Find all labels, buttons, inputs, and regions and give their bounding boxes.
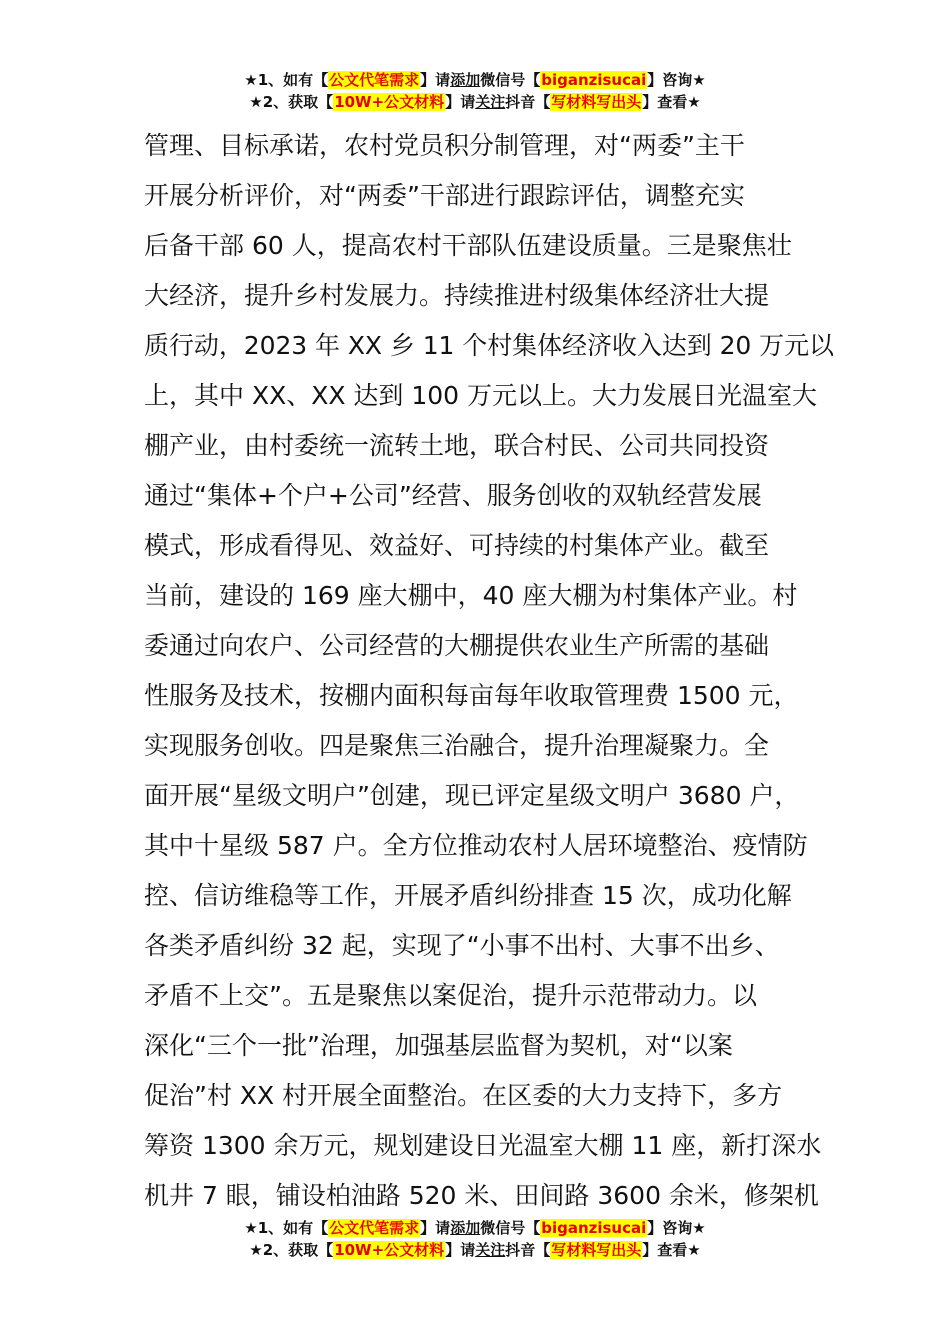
header-line-1 bbox=[0, 69, 950, 91]
header-line-1-highlight-service: 公文代笔需求 bbox=[329, 71, 420, 89]
body-line: 各类矛盾纠纷 32 起，实现了“小事不出村、大事不出乡、 bbox=[144, 931, 780, 960]
header-line-1-text: 】请 bbox=[420, 71, 451, 89]
body-line: 促治”村 XX 村开展全面整治。在区委的大力支持下，多方 bbox=[144, 1081, 783, 1110]
footer-line-2-highlight-douyin: 写材料写出头 bbox=[551, 1241, 642, 1259]
body-line: 其中十星级 587 户。全方位推动农村人居环境整治、疫情防 bbox=[144, 831, 808, 860]
header-line-2-highlight-douyin: 写材料写出头 bbox=[551, 93, 642, 111]
body-line: 深化“三个一批”治理，加强基层监督为契机，对“以案 bbox=[144, 1031, 733, 1060]
body-line: 实现服务创收。四是聚焦三治融合，提升治理凝聚力。全 bbox=[144, 731, 770, 760]
body-line: 委通过向农户、公司经营的大棚提供农业生产所需的基础 bbox=[144, 631, 770, 660]
header-banner bbox=[0, 69, 950, 113]
footer-line-1-highlight-service: 公文代笔需求 bbox=[329, 1219, 420, 1237]
body-line: 上，其中 XX、XX 达到 100 万元以上。大力发展日光温室大 bbox=[144, 381, 818, 410]
footer-line-2-highlight-materials: 10W+公文材料 bbox=[334, 1241, 445, 1259]
body-line: 大经济，提升乡村发展力。持续推进村级集体经济壮大提 bbox=[144, 281, 770, 310]
footer-line-2 bbox=[0, 1239, 950, 1261]
header-line-1-underline: 添加 bbox=[450, 71, 481, 89]
body-line: 开展分析评价，对“两委”干部进行跟踪评估，调整充实 bbox=[144, 181, 745, 210]
header-line-1-text: ★1、如有【 bbox=[244, 71, 329, 89]
footer-line-1-text: ★1、如有【 bbox=[244, 1219, 329, 1237]
document-body bbox=[144, 121, 834, 1221]
header-line-2-underline: 关注 bbox=[475, 93, 506, 111]
body-line: 管理、目标承诺，农村党员积分制管理，对“两委”主干 bbox=[144, 131, 745, 160]
footer-line-1-text: 】咨询★ bbox=[647, 1219, 706, 1237]
footer-line-1-underline: 添加 bbox=[450, 1219, 481, 1237]
footer-line-2-text: 】请 bbox=[445, 1241, 476, 1259]
body-line: 通过“集体+个户+公司”经营、服务创收的双轨经营发展 bbox=[144, 481, 762, 510]
header-line-2-text: 抖音【 bbox=[505, 93, 551, 111]
header-line-1-text: 】咨询★ bbox=[647, 71, 706, 89]
footer-line-1 bbox=[0, 1217, 950, 1239]
body-line: 矛盾不上交”。五是聚焦以案促治，提升示范带动力。以 bbox=[144, 981, 757, 1010]
body-line: 面开展“星级文明户”创建，现已评定星级文明户 3680 户， bbox=[144, 781, 800, 810]
header-line-2-text: ★2、获取【 bbox=[249, 93, 334, 111]
footer-line-2-underline: 关注 bbox=[475, 1241, 506, 1259]
body-line: 机井 7 眼，铺设柏油路 520 米、田间路 3600 余米，修架机 bbox=[144, 1181, 819, 1210]
header-line-2-text: 】请 bbox=[445, 93, 476, 111]
footer-line-2-text: 】查看★ bbox=[642, 1241, 701, 1259]
header-line-2-highlight-materials: 10W+公文材料 bbox=[334, 93, 445, 111]
footer-line-1-text: 】请 bbox=[420, 1219, 451, 1237]
body-line: 棚产业，由村委统一流转土地，联合村民、公司共同投资 bbox=[144, 431, 770, 460]
body-line: 性服务及技术，按棚内面积每亩每年收取管理费 1500 元， bbox=[144, 681, 799, 710]
footer-line-1-text: 微信号【 bbox=[480, 1219, 541, 1237]
footer-line-2-text: ★2、获取【 bbox=[249, 1241, 334, 1259]
body-line: 筹资 1300 余万元，规划建设日光温室大棚 11 座，新打深水 bbox=[144, 1131, 822, 1160]
header-line-2-text: 】查看★ bbox=[642, 93, 701, 111]
body-line: 质行动，2023 年 XX 乡 11 个村集体经济收入达到 20 万元以 bbox=[144, 331, 834, 360]
header-line-2 bbox=[0, 91, 950, 113]
body-line: 控、信访维稳等工作，开展矛盾纠纷排查 15 次，成功化解 bbox=[144, 881, 792, 910]
footer-line-1-highlight-wechat: biganzisucai bbox=[541, 1219, 647, 1237]
header-line-1-highlight-wechat: biganzisucai bbox=[541, 71, 647, 89]
footer-line-2-text: 抖音【 bbox=[505, 1241, 551, 1259]
body-line: 当前，建设的 169 座大棚中，40 座大棚为村集体产业。村 bbox=[144, 581, 798, 610]
footer-banner bbox=[0, 1217, 950, 1261]
body-line: 模式，形成看得见、效益好、可持续的村集体产业。截至 bbox=[144, 531, 770, 560]
body-line: 后备干部 60 人，提高农村干部队伍建设质量。三是聚焦壮 bbox=[144, 231, 792, 260]
header-line-1-text: 微信号【 bbox=[480, 71, 541, 89]
